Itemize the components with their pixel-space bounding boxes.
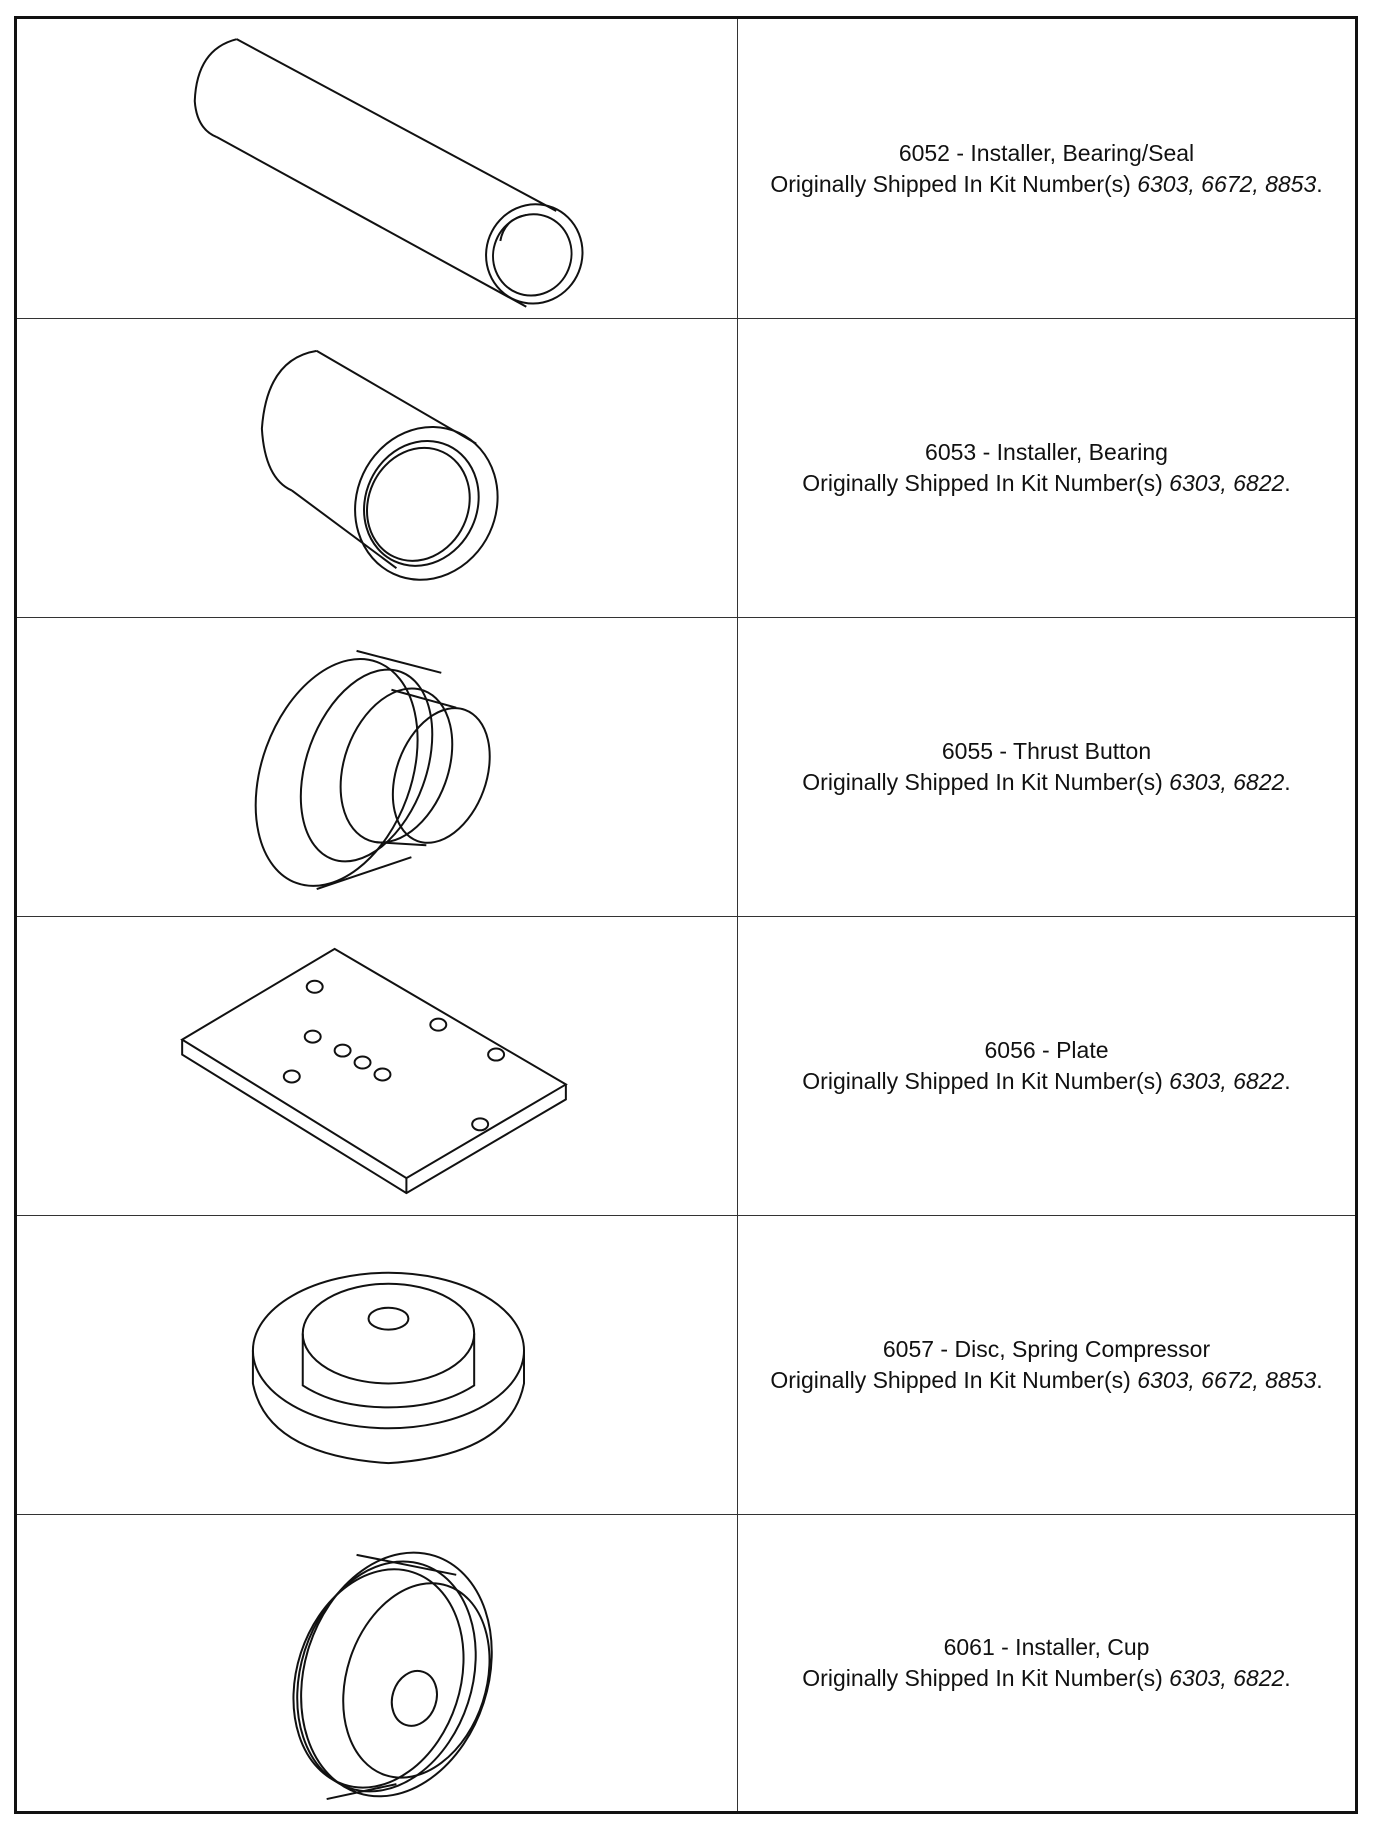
kit-prefix: Originally Shipped In Kit Number(s): [802, 769, 1170, 795]
tool-image-cell: [17, 618, 738, 916]
kit-prefix: Originally Shipped In Kit Number(s): [802, 1068, 1170, 1094]
tool-description: [738, 917, 1355, 1215]
tool-image-cell: [17, 1216, 738, 1514]
plate-icon: [17, 917, 737, 1215]
tool-row-6052: [17, 19, 1355, 318]
tool-description: [738, 19, 1355, 318]
tool-row-6053: [17, 318, 1355, 617]
tool-title: 6056 - Plate: [984, 1037, 1109, 1063]
tool-row-6056: [17, 916, 1355, 1215]
tube-installer-icon: [17, 19, 737, 318]
tool-image-cell: [17, 319, 738, 617]
kit-suffix: .: [1316, 1367, 1323, 1393]
tool-title: 6057 - Disc, Spring Compressor: [882, 1336, 1211, 1362]
tool-description: [738, 1216, 1355, 1514]
tool-title: 6055 - Thrust Button: [941, 738, 1152, 764]
kit-line: [802, 1663, 1290, 1694]
kit-numbers: 6303, 6822: [1169, 1665, 1285, 1691]
tool-title: 6052 - Installer, Bearing/Seal: [898, 139, 1195, 166]
kit-line: [802, 767, 1290, 798]
thrust-button-icon: [17, 618, 737, 916]
kit-suffix: .: [1284, 1665, 1291, 1691]
kit-numbers: 6303, 6672, 8853: [1137, 170, 1317, 197]
kit-numbers: 6303, 6822: [1169, 769, 1285, 795]
tool-description: [738, 1515, 1355, 1811]
kit-numbers: 6303, 6822: [1169, 470, 1285, 496]
kit-line: [802, 468, 1290, 499]
kit-line: [770, 169, 1322, 200]
tool-table: [14, 16, 1358, 1814]
kit-line: [802, 1066, 1290, 1097]
tool-description: [738, 618, 1355, 916]
kit-prefix: Originally Shipped In Kit Number(s): [770, 170, 1138, 197]
disc-compressor-icon: [17, 1216, 737, 1514]
tool-row-6055: [17, 617, 1355, 916]
cup-installer-icon: [17, 1515, 737, 1811]
kit-suffix: .: [1284, 769, 1291, 795]
kit-numbers: 6303, 6822: [1169, 1068, 1285, 1094]
tool-image-cell: [17, 1515, 738, 1811]
kit-prefix: Originally Shipped In Kit Number(s): [802, 470, 1170, 496]
sleeve-installer-icon: [17, 319, 737, 617]
tool-description: [738, 319, 1355, 617]
tool-row-6057: [17, 1215, 1355, 1514]
kit-suffix: .: [1284, 1068, 1291, 1094]
tool-title: 6053 - Installer, Bearing: [925, 439, 1168, 465]
kit-numbers: 6303, 6672, 8853: [1137, 1367, 1317, 1393]
tool-row-6061: [17, 1514, 1355, 1811]
kit-suffix: .: [1316, 170, 1323, 197]
kit-line: [770, 1365, 1322, 1396]
tool-title: 6061 - Installer, Cup: [943, 1634, 1150, 1660]
tool-image-cell: [17, 19, 738, 318]
kit-prefix: Originally Shipped In Kit Number(s): [770, 1367, 1138, 1393]
kit-suffix: .: [1284, 470, 1291, 496]
kit-prefix: Originally Shipped In Kit Number(s): [802, 1665, 1170, 1691]
tool-image-cell: [17, 917, 738, 1215]
